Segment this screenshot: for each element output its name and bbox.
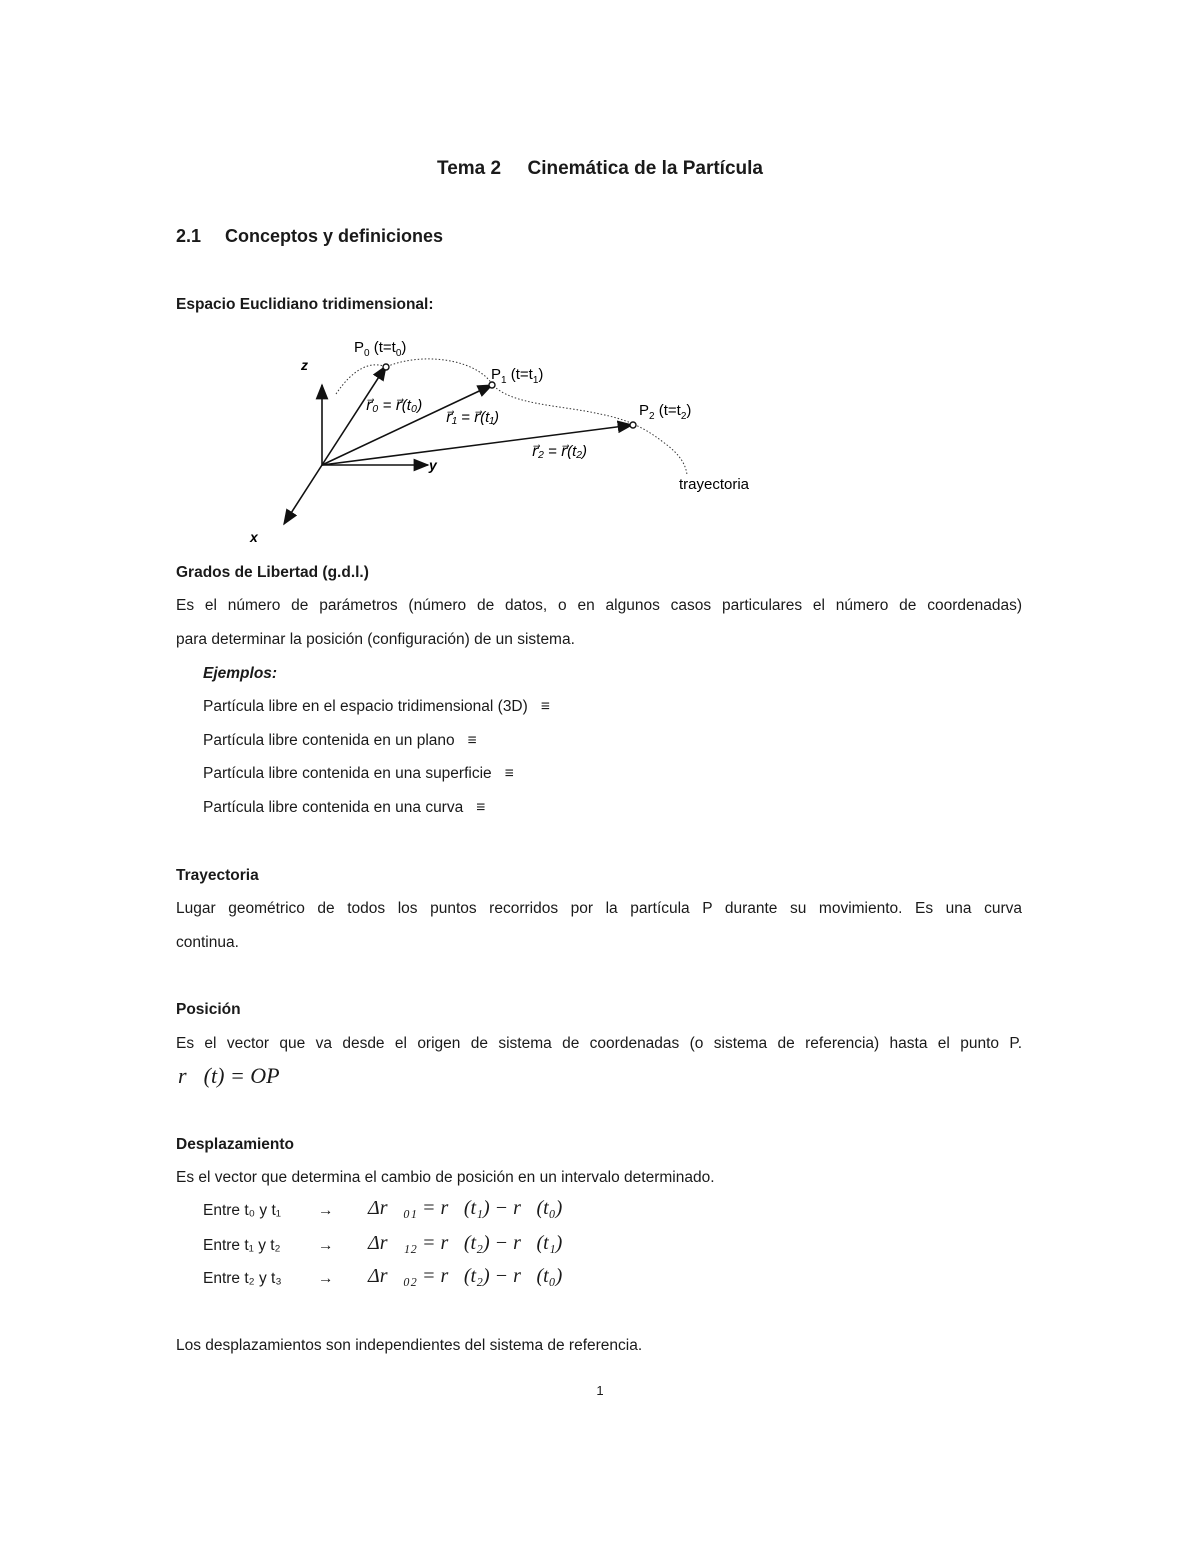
- posicion-heading: Posición: [176, 1001, 241, 1018]
- example-item: Partícula libre contenida en un plano ≡: [203, 732, 477, 749]
- p2-point: [630, 422, 636, 428]
- grados-heading: Grados de Libertad (g.d.l.): [176, 564, 369, 581]
- axis-z-label: z: [301, 357, 308, 373]
- espacio-heading: Espacio Euclidiano tridimensional:: [176, 296, 434, 313]
- arrow-symbol: →: [318, 1202, 334, 1219]
- example-item: Partícula libre en el espacio tridimensional (3D) ≡: [203, 698, 550, 715]
- interval-label: Entre t₂ y t₃: [203, 1270, 282, 1287]
- interval-label: Entre t₁ y t₂: [203, 1237, 281, 1254]
- r1-equation: r⃗₁ = r⃗(t₁): [446, 409, 500, 426]
- p0-point: [383, 364, 389, 370]
- arrow-symbol: →: [318, 1237, 334, 1254]
- euclidean-space-figure: [0, 330, 1200, 550]
- axis-y-label: y: [429, 457, 437, 473]
- interval-label: Entre t₀ y t₁: [203, 1202, 281, 1219]
- posicion-text: Es el vector que va desde el origen de sistema de coordenadas (o sistema de referencia) hasta el punto P.: [176, 1035, 1022, 1052]
- trayectoria-text-line2: continua.: [176, 934, 239, 951]
- p2-label: $P_2$ $(t=t_2)$: [639, 402, 692, 422]
- p0-label: $P_0$ $(t=t_0)$: [354, 339, 407, 359]
- arrow-symbol: →: [318, 1270, 334, 1287]
- displacement-formula: Δr⃗₁₂ = r⃗(t₂) − r⃗(t₁): [368, 1232, 563, 1254]
- section-title: Conceptos y definiciones: [225, 226, 444, 246]
- displacement-formula: Δr⃗₀₂ = r⃗(t₂) − r⃗(t₀): [368, 1265, 563, 1287]
- r2-equation: r⃗₂ = r⃗(t₂): [532, 443, 588, 460]
- x-axis: [284, 465, 322, 524]
- desplazamiento-heading: Desplazamiento: [176, 1136, 295, 1153]
- trayectoria-text-line1: Lugar geométrico de todos los puntos recorridos por la partícula P durante su movimiento. Es una curva: [176, 900, 1022, 917]
- position-formula: r⃗(t) = OP: [178, 1063, 280, 1088]
- examples-label: Ejemplos:: [203, 665, 278, 682]
- displacement-formula: Δr⃗₀₁ = r⃗(t₁) − r⃗(t₀): [368, 1197, 563, 1219]
- trajectory-label: trayectoria: [679, 476, 750, 493]
- grados-text-line1: Es el número de parámetros (número de datos, o en algunos casos particulares el número de coordenadas): [176, 597, 1022, 614]
- r0-equation: r⃗₀ = r⃗(t₀): [366, 397, 423, 414]
- p1-label: $P_1$ $(t=t_1)$: [491, 366, 544, 386]
- axis-x-label: x: [250, 529, 258, 545]
- closing-text: Los desplazamientos son independientes del sistema de referencia.: [176, 1337, 643, 1354]
- example-item: Partícula libre contenida en una superficie ≡: [203, 765, 514, 782]
- page-title: Tema 2 Cinemática de la Partícula: [437, 158, 763, 179]
- trayectoria-heading: Trayectoria: [176, 867, 259, 884]
- page-number: 1: [596, 1383, 604, 1398]
- desplazamiento-text: Es el vector que determina el cambio de posición en un intervalo determinado.: [176, 1169, 715, 1186]
- example-item: Partícula libre contenida en una curva ≡: [203, 799, 486, 816]
- section-number: 2.1: [176, 226, 202, 246]
- grados-text-line2: para determinar la posición (configuración) de un sistema.: [176, 631, 575, 648]
